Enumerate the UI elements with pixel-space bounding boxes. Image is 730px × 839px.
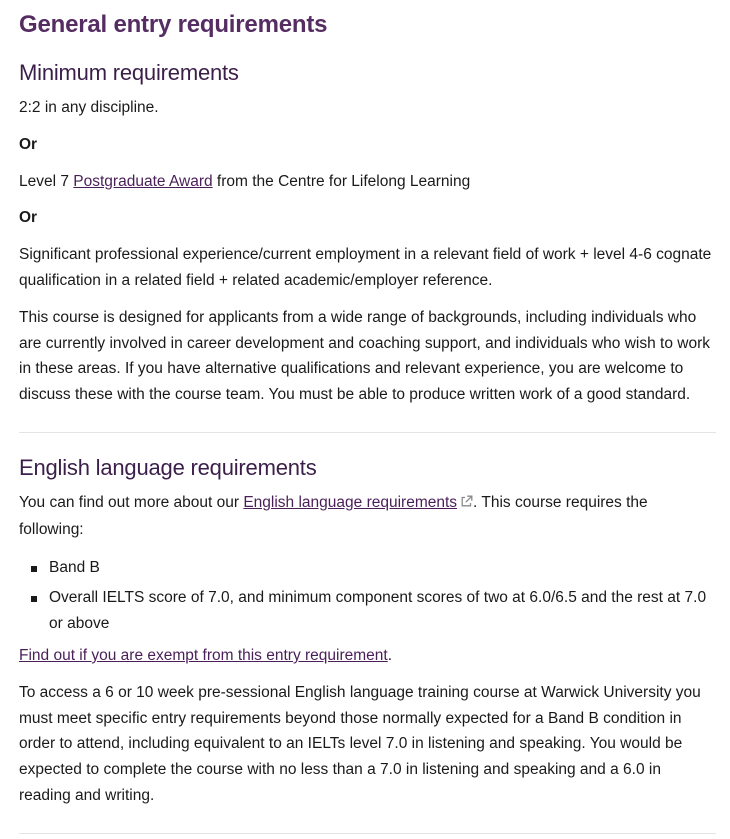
level7-prefix: Level 7 — [19, 172, 74, 190]
minimum-requirements-heading: Minimum requirements — [19, 60, 239, 85]
exempt-suffix: . — [387, 646, 393, 664]
exempt-line — [19, 643, 716, 669]
requirement-level7 — [19, 169, 716, 195]
english-intro-prefix: You can find out more about our — [19, 493, 244, 511]
section-divider — [19, 833, 716, 834]
course-description: This course is designed for applicants from a wide range of backgrounds, including individuals who are currently involved in career development and coaching support, and individuals who wish to work in these areas. If you have alternative qualifications and relevant experience, you are welcome to discuss these with the course team. You must be able to produce written work of a good standard. — [19, 308, 710, 404]
or-separator: Or — [19, 209, 38, 227]
english-requirements-link-label: English language requirements — [243, 493, 458, 511]
section-divider — [19, 432, 716, 433]
page-title: General entry requirements — [19, 11, 328, 38]
presessional-paragraph: To access a 6 or 10 week pre-sessional English language training course at Warwick University you must meet specific entry requirements beyond those normally expected for a Band B condition in order to attend, including equivalent to an IELTs level 7.0 in listening and speaking. You would be expected to complete the course with no less than a 7.0 in listening and speaking and a 6.0 in reading and writing. — [19, 683, 701, 804]
english-intro-suffix: . This course requires the following: — [19, 493, 648, 538]
list-item: Band B — [49, 555, 716, 581]
exempt-link[interactable]: Find out if you are exempt from this entry requirement — [19, 646, 388, 664]
requirement-experience: Significant professional experience/current employment in a relevant field of work + level 4-6 cognate qualification in a related field + related academic/employer reference. — [19, 246, 712, 289]
or-separator: Or — [19, 135, 38, 153]
english-requirements-list — [19, 555, 716, 637]
english-intro — [19, 490, 716, 543]
english-requirements-link[interactable] — [243, 494, 473, 511]
requirement-degree: 2:2 in any discipline. — [19, 99, 159, 116]
list-item: Overall IELTS score of 7.0, and minimum component scores of two at 6.0/6.5 and the rest at 7.0 or above — [49, 585, 716, 637]
external-link-icon — [460, 491, 473, 517]
english-requirements-heading: English language requirements — [19, 454, 317, 480]
level7-suffix: from the Centre for Lifelong Learning — [212, 172, 471, 190]
postgraduate-award-link[interactable]: Postgraduate Award — [73, 172, 213, 190]
